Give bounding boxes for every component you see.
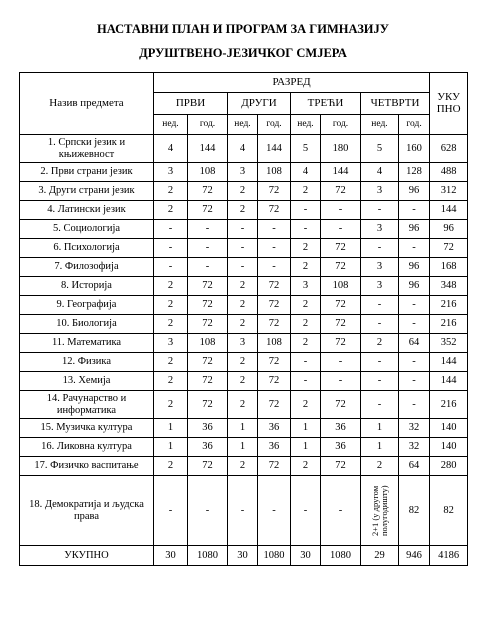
hours-cell: -: [291, 220, 321, 239]
subject-name: 6. Психологија: [20, 239, 154, 258]
hours-cell: 108: [188, 163, 228, 182]
hours-cell: -: [291, 353, 321, 372]
total-hours-cell: 168: [430, 258, 468, 277]
hours-cell: 2: [154, 372, 188, 391]
subject-name: 11. Математика: [20, 334, 154, 353]
total-hours-cell: 4186: [430, 546, 468, 566]
hours-cell: 72: [188, 315, 228, 334]
subject-name: 17. Физичко васпитање: [20, 457, 154, 476]
hours-cell: 144: [321, 163, 361, 182]
total-hours-cell: 946: [399, 546, 430, 566]
totals-label: УКУПНО: [20, 546, 154, 566]
table-row: [20, 476, 468, 546]
hours-cell: 72: [188, 391, 228, 419]
hours-cell: 144: [188, 135, 228, 163]
hours-cell: -: [188, 258, 228, 277]
yearly-hours-header: год.: [399, 115, 430, 135]
total-hours-cell: 348: [430, 277, 468, 296]
total-hours-cell: 216: [430, 296, 468, 315]
table-row: [20, 334, 468, 353]
hours-cell: 2: [291, 315, 321, 334]
hours-cell: 72: [321, 182, 361, 201]
subject-name: 4. Латински језик: [20, 201, 154, 220]
subject-name: 15. Музичка култура: [20, 419, 154, 438]
hours-cell: -: [321, 372, 361, 391]
yearly-hours-header: год.: [188, 115, 228, 135]
year-header: ТРЕЋИ: [291, 93, 361, 115]
yearly-hours-header: год.: [321, 115, 361, 135]
hours-cell: -: [361, 391, 399, 419]
weekly-hours-header: нед.: [228, 115, 258, 135]
total-hours-cell: 216: [430, 315, 468, 334]
total-hours-cell: 312: [430, 182, 468, 201]
hours-cell: 72: [321, 391, 361, 419]
hours-cell: 2: [228, 296, 258, 315]
grade-group-header: РАЗРЕД: [154, 73, 430, 93]
hours-cell: 2: [228, 277, 258, 296]
hours-cell: 72: [258, 296, 291, 315]
hours-cell: 72: [258, 201, 291, 220]
hours-cell: 2: [154, 277, 188, 296]
table-row: [20, 315, 468, 334]
hours-cell: -: [361, 353, 399, 372]
hours-cell: -: [154, 239, 188, 258]
hours-cell: 4: [361, 163, 399, 182]
total-hours-cell: 30: [154, 546, 188, 566]
hours-cell: 96: [399, 220, 430, 239]
hours-cell: 36: [321, 438, 361, 457]
hours-cell: 144: [258, 135, 291, 163]
hours-cell: 2: [291, 258, 321, 277]
subject-name: 18. Демократија и људска права: [20, 476, 154, 546]
total-hours-cell: 1080: [258, 546, 291, 566]
total-hours-cell: 96: [430, 220, 468, 239]
hours-cell: 32: [399, 438, 430, 457]
hours-cell: 72: [258, 182, 291, 201]
total-hours-cell: 488: [430, 163, 468, 182]
total-hours-cell: 1080: [321, 546, 361, 566]
hours-cell: 1: [228, 438, 258, 457]
subject-name: 2. Први страни језик: [20, 163, 154, 182]
table-row: [20, 258, 468, 277]
hours-cell: -: [399, 391, 430, 419]
weekly-hours-header: нед.: [291, 115, 321, 135]
year-header: ПРВИ: [154, 93, 228, 115]
hours-cell: 2: [154, 457, 188, 476]
subject-name: 12. Физика: [20, 353, 154, 372]
subject-name: 14. Рачунарство и информатика: [20, 391, 154, 419]
total-hours-cell: 1080: [188, 546, 228, 566]
hours-cell: -: [258, 239, 291, 258]
hours-cell: 108: [258, 163, 291, 182]
hours-cell: -: [321, 353, 361, 372]
hours-cell: 160: [399, 135, 430, 163]
subject-name: 10. Биологија: [20, 315, 154, 334]
hours-cell: 2: [291, 182, 321, 201]
table-row: [20, 457, 468, 476]
hours-cell: 64: [399, 334, 430, 353]
hours-cell: -: [228, 258, 258, 277]
hours-cell: 96: [399, 277, 430, 296]
subject-name: 8. Историја: [20, 277, 154, 296]
hours-cell: 72: [188, 182, 228, 201]
hours-cell: 36: [321, 419, 361, 438]
total-column-header: УКУ ПНО: [430, 73, 468, 135]
hours-cell: 4: [228, 135, 258, 163]
total-hours-cell: 30: [291, 546, 321, 566]
hours-cell: 82: [399, 476, 430, 546]
subject-name: 16. Ликовна култура: [20, 438, 154, 457]
hours-cell: -: [321, 220, 361, 239]
hours-cell: -: [188, 220, 228, 239]
hours-cell: 2: [154, 201, 188, 220]
document-title-line-2: ДРУШТВЕНО-ЈЕЗИЧКОГ СМЈЕРА: [139, 46, 347, 60]
hours-cell: -: [361, 296, 399, 315]
hours-cell: -: [291, 372, 321, 391]
hours-cell: 3: [154, 163, 188, 182]
hours-cell: -: [361, 315, 399, 334]
table-row: [20, 135, 468, 163]
hours-cell: -: [228, 220, 258, 239]
weekly-note-cell: [361, 476, 399, 546]
subject-name: 5. Социологија: [20, 220, 154, 239]
hours-cell: 2: [291, 391, 321, 419]
hours-cell: 36: [188, 438, 228, 457]
hours-cell: 36: [188, 419, 228, 438]
hours-cell: 72: [258, 353, 291, 372]
hours-cell: 108: [321, 277, 361, 296]
hours-cell: 72: [321, 334, 361, 353]
subject-name: 9. Географија: [20, 296, 154, 315]
total-hours-cell: 144: [430, 372, 468, 391]
table-row: [20, 353, 468, 372]
hours-cell: 2: [291, 457, 321, 476]
hours-cell: 2: [361, 457, 399, 476]
hours-cell: 72: [258, 277, 291, 296]
hours-cell: 3: [154, 334, 188, 353]
table-row: [20, 372, 468, 391]
hours-cell: 3: [361, 258, 399, 277]
hours-cell: 1: [154, 438, 188, 457]
hours-cell: 3: [361, 220, 399, 239]
hours-cell: -: [399, 296, 430, 315]
hours-cell: 72: [321, 457, 361, 476]
hours-cell: 36: [258, 419, 291, 438]
hours-cell: 32: [399, 419, 430, 438]
hours-cell: 180: [321, 135, 361, 163]
table-row: [20, 220, 468, 239]
hours-cell: 72: [258, 372, 291, 391]
table-row: [20, 163, 468, 182]
hours-cell: 128: [399, 163, 430, 182]
hours-cell: 36: [258, 438, 291, 457]
subject-name: 7. Филозофија: [20, 258, 154, 277]
total-hours-cell: 144: [430, 353, 468, 372]
hours-cell: -: [321, 201, 361, 220]
hours-cell: 4: [154, 135, 188, 163]
hours-cell: 2: [228, 457, 258, 476]
hours-cell: 72: [258, 391, 291, 419]
hours-cell: -: [399, 315, 430, 334]
hours-cell: 108: [188, 334, 228, 353]
total-hours-cell: 82: [430, 476, 468, 546]
hours-cell: 3: [291, 277, 321, 296]
hours-cell: 96: [399, 182, 430, 201]
hours-cell: -: [258, 258, 291, 277]
hours-cell: -: [188, 476, 228, 546]
hours-cell: 5: [291, 135, 321, 163]
hours-cell: 2: [228, 182, 258, 201]
hours-cell: 72: [321, 315, 361, 334]
hours-cell: 72: [321, 258, 361, 277]
hours-cell: -: [154, 476, 188, 546]
subject-name: 3. Други страни језик: [20, 182, 154, 201]
hours-cell: -: [188, 239, 228, 258]
table-row: [20, 438, 468, 457]
hours-cell: 2: [228, 315, 258, 334]
weekly-hours-header: нед.: [361, 115, 399, 135]
yearly-hours-header: год.: [258, 115, 291, 135]
hours-cell: 2: [291, 296, 321, 315]
hours-cell: 2: [291, 334, 321, 353]
hours-cell: 2: [154, 391, 188, 419]
hours-cell: -: [399, 372, 430, 391]
hours-cell: -: [228, 476, 258, 546]
hours-cell: -: [258, 220, 291, 239]
table-row: [20, 182, 468, 201]
hours-cell: 2: [154, 182, 188, 201]
hours-cell: 2: [361, 334, 399, 353]
total-hours-cell: 140: [430, 419, 468, 438]
hours-cell: 72: [321, 296, 361, 315]
curriculum-table: [19, 72, 468, 566]
hours-cell: 3: [228, 334, 258, 353]
hours-cell: 96: [399, 258, 430, 277]
total-hours-cell: 352: [430, 334, 468, 353]
hours-cell: 72: [188, 296, 228, 315]
weekly-hours-header: нед.: [154, 115, 188, 135]
hours-cell: 5: [361, 135, 399, 163]
hours-cell: 1: [361, 438, 399, 457]
hours-cell: -: [154, 220, 188, 239]
document-title-line-1: НАСТАВНИ ПЛАН И ПРОГРАМ ЗА ГИМНАЗИЈУ: [97, 22, 389, 36]
weekly-note-text: 2+1 (у другом полугодишту): [369, 485, 389, 536]
hours-cell: 72: [188, 372, 228, 391]
hours-cell: 72: [321, 239, 361, 258]
hours-cell: 3: [228, 163, 258, 182]
total-hours-cell: 280: [430, 457, 468, 476]
total-hours-cell: 30: [228, 546, 258, 566]
hours-cell: -: [291, 201, 321, 220]
table-row: [20, 239, 468, 258]
hours-cell: 72: [188, 457, 228, 476]
hours-cell: -: [399, 353, 430, 372]
table-row: [20, 201, 468, 220]
totals-row: [20, 546, 468, 566]
hours-cell: 4: [291, 163, 321, 182]
hours-cell: -: [258, 476, 291, 546]
total-hours-cell: 72: [430, 239, 468, 258]
year-header: ЧЕТВРТИ: [361, 93, 430, 115]
year-header: ДРУГИ: [228, 93, 291, 115]
hours-cell: 72: [188, 277, 228, 296]
hours-cell: 1: [228, 419, 258, 438]
hours-cell: 2: [228, 353, 258, 372]
hours-cell: 2: [228, 201, 258, 220]
table-row: [20, 419, 468, 438]
subject-column-header: Назив предмета: [20, 73, 154, 135]
hours-cell: -: [361, 372, 399, 391]
hours-cell: 2: [154, 315, 188, 334]
hours-cell: 72: [258, 315, 291, 334]
hours-cell: 2: [291, 239, 321, 258]
hours-cell: 72: [188, 353, 228, 372]
table-row: [20, 277, 468, 296]
hours-cell: -: [291, 476, 321, 546]
hours-cell: 2: [228, 391, 258, 419]
hours-cell: 1: [291, 438, 321, 457]
hours-cell: -: [321, 476, 361, 546]
subject-name: 1. Српски језик и књижевност: [20, 135, 154, 163]
hours-cell: 64: [399, 457, 430, 476]
hours-cell: -: [154, 258, 188, 277]
total-hours-cell: 29: [361, 546, 399, 566]
total-hours-cell: 628: [430, 135, 468, 163]
table-row: [20, 296, 468, 315]
hours-cell: -: [361, 201, 399, 220]
total-hours-cell: 144: [430, 201, 468, 220]
total-hours-cell: 140: [430, 438, 468, 457]
hours-cell: 2: [154, 296, 188, 315]
hours-cell: 3: [361, 277, 399, 296]
hours-cell: 2: [228, 372, 258, 391]
hours-cell: -: [399, 239, 430, 258]
hours-cell: 3: [361, 182, 399, 201]
hours-cell: -: [228, 239, 258, 258]
hours-cell: 1: [154, 419, 188, 438]
table-row: [20, 391, 468, 419]
hours-cell: 1: [361, 419, 399, 438]
hours-cell: -: [399, 201, 430, 220]
hours-cell: 72: [188, 201, 228, 220]
hours-cell: 72: [258, 457, 291, 476]
hours-cell: 108: [258, 334, 291, 353]
hours-cell: 1: [291, 419, 321, 438]
hours-cell: -: [361, 239, 399, 258]
total-hours-cell: 216: [430, 391, 468, 419]
hours-cell: 2: [154, 353, 188, 372]
subject-name: 13. Хемија: [20, 372, 154, 391]
